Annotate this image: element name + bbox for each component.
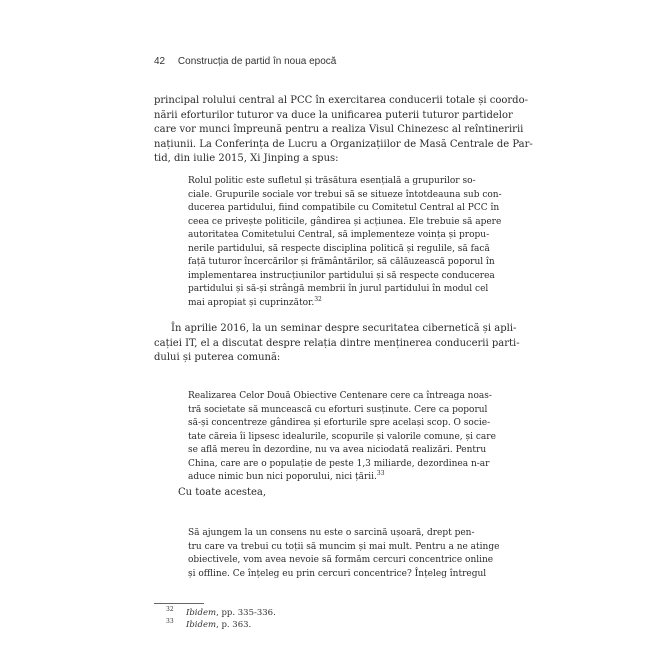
text-line: tate căreia îi lipsesc idealurile, scopurile și valorile comune, și care [188,431,496,442]
text-line: autoritatea Comitetului Central, să implementeze voința și propu- [188,230,490,240]
paragraph-1 [154,94,533,167]
text-line: ciale. Grupurile sociale vor trebui să se situeze întotdeauna sub con- [188,189,502,200]
text-line: tru care va trebui cu toții să muncim și mai mult. Pentru a ne atinge [188,541,500,552]
footnote-divider [154,603,204,604]
footnote-text: , pp. 335-336. [216,608,276,618]
text-line: se află mereu în dezordine, nu va avea niciodată realizări. Pentru [188,445,487,455]
footnote-item: 32 Ibidem, pp. 335-336. [166,606,276,618]
paragraph-2 [154,322,520,366]
text-line: care vor munci împreună pentru a realiza Visul Chinezesc al reîntineririi [154,124,524,135]
text-line: China, care are o populație de peste 1,3 miliarde, dezordinea n-ar [188,458,490,469]
quote-2 [188,390,496,485]
footnote-mark: 32 [314,295,322,303]
text-line: Realizarea Celor Două Obiective Centenare cere ca întreaga noas- [188,391,492,401]
running-header [154,56,336,67]
text-line: tid, din iulie 2015, Xi Jinping a spus: [154,153,339,164]
footnote-item: 33 Ibidem, p. 363. [166,618,252,630]
footnote-ref: Ibidem [186,620,217,630]
text-line: tră societate să muncească cu eforturi susținute. Cere ca poporul [188,404,488,415]
text-line: În aprilie 2016, la un seminar despre securitatea cibernetică și apli- [171,323,517,334]
page-number: 42 [154,56,166,67]
footnote-mark: 33 [376,470,385,477]
text-line: față tuturor încercărilor și frământărilor, să călăuzească poporul în [188,257,495,267]
text-line: ducerea partidului, fiind compatibile cu Comitetul Central al PCC în [188,203,500,213]
text-fragment: mai apropiat și cuprinzător. [188,297,315,308]
text-line: obiectivele, vom avea nevoie să formăm cercuri concentrice online [188,555,494,565]
text-line: principal rolului central al PCC în exercitarea conducerii totale și coordo- [154,95,528,106]
text-line: și offline. Ce înțeleg eu prin cercuri concentrice? Înțeleg întregul [188,568,487,579]
text-fragment: aduce nimic bun nici poporului, nici țării. [188,472,377,482]
running-title: Construcția de partid în noua epocă [177,56,337,67]
footnote-text: , p. 363. [216,620,252,630]
text-line: partidului și să-și strângă membrii în jurul partidului în modul cel [188,284,489,294]
text-line: națiunii. La Conferința de Lucru a Organizațiilor de Masă Centrale de Par- [154,138,533,150]
text-line: nerile partidului, să respecte disciplina politică și regulile, să facă [188,243,490,254]
footnote-ref: Ibidem [186,608,217,618]
quote-3 [188,527,499,581]
text-line: să-și concentreze gândirea și eforturile spre același scop. O socie- [188,418,491,428]
footnotes [166,607,276,631]
text-line: nării eforturilor tuturor va duce la unificarea puterii tuturor partidelor [154,109,513,121]
text-line: implementarea instrucțiunilor partidului și să respecte conducerea [188,270,495,281]
text-line: dului și puterea comună: [154,352,281,363]
text-line: ceea ce privește politicile, gândirea și acțiunea. Ele trebuie să apere [188,216,502,227]
text-line [188,297,502,311]
text-line: Să ajungem la un consens nu este o sarcină ușoară, drept pen- [188,528,475,538]
paragraph-3 [178,486,266,501]
text-line [188,471,496,485]
text-line: cației IT, el a discutat despre relația dintre menținerea conducerii parti- [154,337,520,349]
text-line: Rolul politic este sufletul și trăsătura esențială a grupurilor so- [188,176,476,186]
text-line: Cu toate acestea, [178,487,267,498]
quote-1 [188,175,502,310]
